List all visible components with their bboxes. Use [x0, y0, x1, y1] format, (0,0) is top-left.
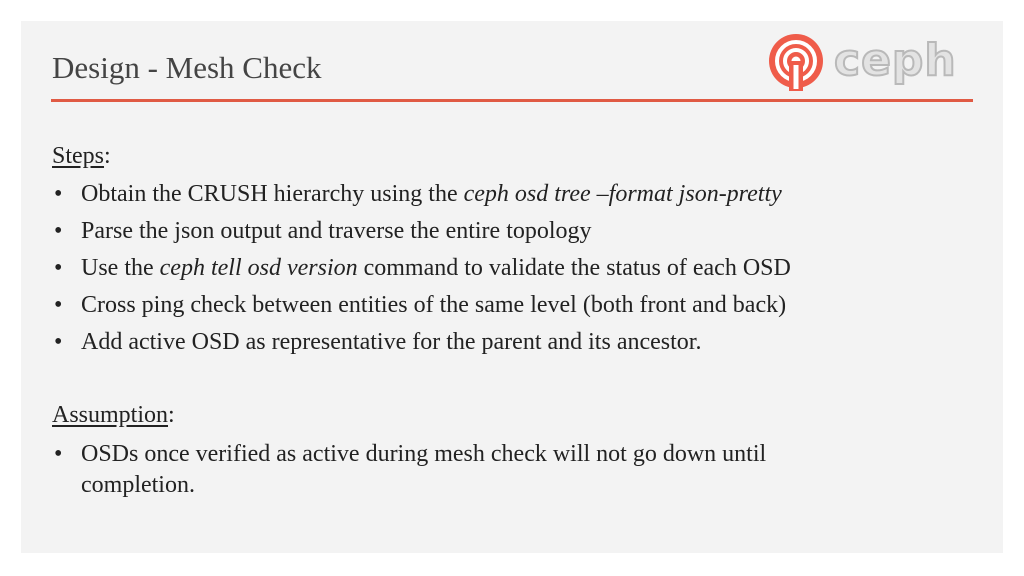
list-item [52, 324, 791, 361]
steps-heading-label: Steps [52, 143, 105, 169]
bullet-dot: • [54, 255, 63, 281]
list-item [52, 250, 791, 287]
step-text: Cross ping check between entities of the same level (both front and back) [81, 292, 787, 318]
steps-heading [52, 143, 111, 170]
list-item [52, 176, 791, 213]
ceph-logo [766, 31, 976, 93]
slide-title: Design - Mesh Check [52, 50, 322, 85]
list-item [52, 213, 791, 250]
bullet-dot: • [54, 329, 63, 355]
step-text: Add active OSD as representative for the parent and its ancestor. [81, 329, 702, 355]
slide [21, 21, 1003, 553]
assumption-heading-label: Assumption [52, 402, 169, 428]
ceph-wordmark: ceph [834, 35, 957, 86]
list-item [52, 287, 791, 324]
step-command: ceph tell osd version [159, 255, 358, 281]
assumption-list [52, 439, 841, 501]
list-item [52, 439, 841, 501]
bullet-dot: • [54, 218, 63, 244]
step-text: Use the [81, 255, 160, 281]
title-divider [51, 99, 973, 102]
assumption-heading [52, 402, 175, 429]
bullet-dot: • [54, 441, 63, 467]
assumption-heading-colon: : [168, 402, 175, 428]
step-text: Parse the json output and traverse the entire topology [81, 218, 592, 244]
steps-list [52, 176, 791, 361]
step-text: Obtain the CRUSH hierarchy using the [81, 181, 464, 207]
step-command: ceph osd tree –format json-pretty [463, 181, 782, 207]
steps-heading-colon: : [104, 143, 111, 169]
ceph-logo-icon [766, 31, 826, 93]
step-text-after: command to validate the status of each OSD [357, 255, 791, 281]
bullet-dot: • [54, 292, 63, 318]
assumption-text: OSDs once verified as active during mesh check will not go down until completion. [81, 441, 767, 498]
bullet-dot: • [54, 181, 63, 207]
